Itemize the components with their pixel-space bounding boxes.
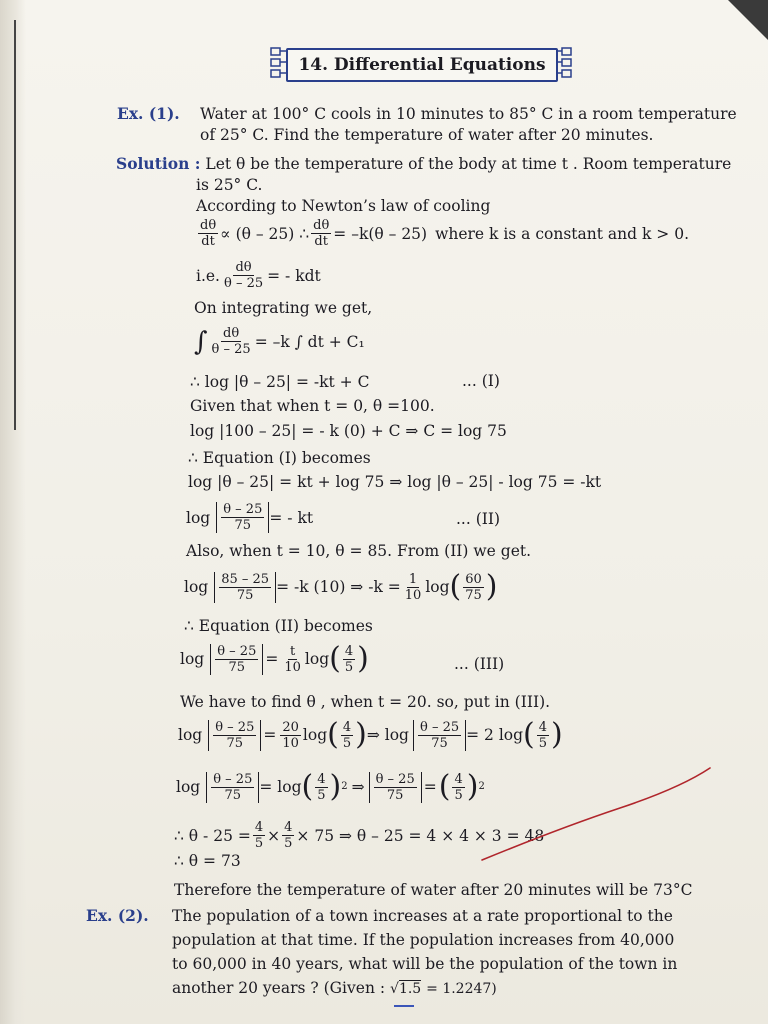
radicand: 1.5 [398,981,422,997]
numerator: dθ [235,260,252,275]
example-1-question-line-1: Water at 100° C cools in 10 minutes to 85° C in a room temperature [200,105,737,123]
denominator: 5 [454,787,463,803]
equation-text: log [186,508,211,527]
fraction [374,772,417,803]
page-edge-line [14,20,16,430]
solution-line-3: According to Newton’s law of cooling [196,197,491,215]
fraction [211,772,254,803]
equation-text: log [304,650,330,668]
fraction [210,326,253,357]
fraction [343,644,355,675]
equation-I-becomes: ∴ Equation (I) becomes [188,449,371,467]
fraction [280,720,301,751]
equation-III-ref: ... (III) [454,655,505,673]
equation-text: ⇒ log [366,726,409,744]
denominator: θ – 25 [223,276,264,291]
fraction [403,572,424,603]
exponent: 2 [341,781,348,792]
numerator: 1 [408,571,418,587]
example-2-question-line-2: population at that time. If the population increases from 40,000 [172,931,675,949]
parenthesised-fraction: ( $\frac{4}{5}$ ) [523,717,563,752]
fraction [282,644,303,675]
denominator: 10 [282,735,299,751]
numerator: dθ [313,218,330,233]
denominator: 75 [226,735,244,751]
exponent: 2 [478,781,485,792]
squared-equation: log $\frac{\theta - 25}{75}$ = log ( $\frac{4}{5}$ ) 2 ⇒ $\frac{\theta - 25}{75}$ = ( $\frac{4}{5}$ ) 2 [176,769,485,804]
substitution-equation: log $\frac{\theta - 25}{75}$ = $\frac{20}{10}$ log ( $\frac{4}{5}$ ) ⇒ log $\frac{\theta - 25}{75}$ = 2 log ( $\frac{4}{5}$ ) [178,717,563,752]
fraction [315,772,327,803]
equation-II-ref: ... (II) [456,510,501,528]
equation-text: log [176,778,201,796]
fraction [221,502,264,533]
chapter-title: 14. Differential Equations [286,48,558,82]
denominator: 75 [236,587,254,603]
denominator: 5 [284,836,293,851]
fraction [537,720,549,751]
numerator: dθ [200,218,217,233]
numerator: 4 [538,719,548,735]
example-2-question-line-4 [172,978,497,999]
parenthesised-fraction: ( $\frac{4}{5}$ ) [301,769,342,804]
question-text: another 20 years ? (Given : [172,979,386,997]
absolute-value [214,572,276,603]
example-2-question-line-3: to 60,000 in 40 years, what will be the population of the town in [172,955,678,973]
example-1-question-line-2: of 25° C. Find the temperature of water after 20 minutes. [200,126,654,144]
fraction [253,820,265,851]
equation-I: ∴ log |θ – 25| = -kt + C [190,373,370,391]
denominator: 75 [228,659,246,675]
denominator: θ – 25 [211,342,251,357]
theta-result: ∴ θ = 73 [174,852,241,870]
parenthesised-fraction: ( $\frac{4}{5}$ ) [438,769,479,804]
integral-equation [194,326,365,357]
denominator: dt [201,234,215,249]
absolute-value [210,644,263,675]
equation-text: = log [259,778,302,796]
equation-text: ∝ (θ – 25) ∴ [220,224,310,243]
absolute-value [216,502,269,533]
numerator: θ – 25 [223,502,263,517]
proportionality-equation [196,218,689,249]
numerator: 4 [454,771,463,787]
fraction [463,572,484,603]
numerator: 20 [282,719,299,735]
find-theta-line: We have to find θ , when t = 20. so, put in (III). [180,693,551,711]
product-equation: ∴ θ - 25 = $\frac{4}{5}$ × $\frac{4}{5}$ × 75 ⇒ θ – 25 = 4 × 4 × 3 = 48 [174,820,545,851]
sqrt-icon: √ [390,981,399,997]
solution-line-2: is 25° C. [196,176,263,194]
equation-II-becomes: ∴ Equation (II) becomes [184,617,373,635]
equation-text: ∴ θ - 25 = [174,826,251,845]
handwritten-pen-mark [470,760,720,870]
equation-text: × 75 ⇒ θ – 25 = 4 × 4 × 3 = 48 [296,826,545,845]
numerator: θ – 25 [217,643,257,659]
equation-text: = 2 log [466,726,524,744]
denominator: 10 [404,587,422,603]
equation-text: log [302,726,328,744]
solution-text-1: Let θ be the temperature of the body at time t . Room temperature [205,155,732,173]
question-text: = 1.2247) [426,981,497,997]
fraction [198,218,218,249]
fraction [341,720,353,751]
equation-text: log [425,578,450,596]
corner-shadow [728,0,768,40]
example-2-label: Ex. (2). [86,906,149,925]
numerator: θ – 25 [375,771,415,787]
solution-line-integrating: On integrating we get, [194,299,373,317]
denominator: 75 [234,518,252,533]
equation-text: log [180,650,205,668]
parenthesised-fraction: ( $\frac{60}{75}$ ) [449,569,498,604]
numerator: 4 [342,719,352,735]
denominator: dt [314,234,328,249]
denominator: 5 [317,787,326,803]
header-ornament-left-icon [268,45,288,81]
absolute-value [206,772,259,803]
equation-text: = - kdt [267,266,321,285]
parenthesised-fraction: ( $\frac{4}{5}$ ) [327,717,367,752]
fraction [213,720,256,751]
denominator: 75 [431,735,448,751]
denominator: 75 [386,787,404,803]
denominator: 75 [465,587,482,603]
chapter-header [268,42,574,84]
numerator: 85 – 25 [221,571,270,587]
equation-text: = - kt [269,508,314,527]
fraction [219,572,271,603]
absolute-value [413,720,466,751]
numerator: dθ [223,326,240,341]
equation-III: log $\frac{\theta - 25}{75}$ = $\frac{t}{10}$ log ( $\frac{4}{5}$ ) [180,641,369,676]
fraction [418,720,461,751]
equation-text: = –k ∫ dt + C₁ [254,332,365,351]
fraction [282,820,294,851]
denominator: 5 [538,735,548,751]
equation-II [186,502,313,533]
equation-text: log [184,578,209,596]
equation-text: = -k (10) ⇒ -k = [276,578,401,596]
separated-equation [196,260,321,291]
fraction [311,218,331,249]
numerator: 60 [465,571,482,587]
equation-text: where k is a constant and k > 0. [435,224,690,243]
numerator: 4 [344,643,354,659]
denominator: 5 [344,659,354,675]
numerator: 4 [284,820,293,835]
solution-conclusion: Therefore the temperature of water after 20 minutes will be 73°C [174,881,693,899]
numerator: θ – 25 [213,771,253,787]
numerator: θ – 25 [215,719,255,735]
absolute-value [208,720,261,751]
equation-text: = –k(θ – 25) [333,224,428,243]
equation-text: ⇒ [351,778,365,796]
example-2-question-line-1: The population of a town increases at a rate proportional to the [172,907,673,925]
numerator: 4 [254,820,264,835]
second-condition: Also, when t = 10, θ = 85. From (II) we get. [186,542,532,560]
parenthesised-fraction: ( $\frac{4}{5}$ ) [329,641,369,676]
k-equation [184,570,498,604]
denominator: 75 [224,787,242,803]
given-condition: Given that when t = 0, θ =100. [190,397,435,415]
binding-shadow [0,0,26,1024]
numerator: t [290,643,296,659]
solution-label: Solution : [116,154,201,173]
fraction [222,260,265,291]
constant-equation: log |100 – 25| = - k (0) + C ⇒ C = log 75 [190,422,507,440]
example-1-label: Ex. (1). [117,104,180,123]
fraction [452,772,464,803]
solution-line-1 [116,154,731,174]
fraction [215,644,258,675]
numerator: θ – 25 [419,719,460,735]
denominator: 10 [284,659,301,675]
pen-tick-mark [392,1000,416,1020]
denominator: 5 [254,836,264,851]
equation-text: i.e. [196,266,220,285]
absolute-value [369,772,422,803]
denominator: 5 [342,735,352,751]
numerator: 4 [317,771,326,787]
equation-text: log [178,726,203,744]
header-ornament-right-icon [554,45,574,81]
integral-icon: ∫ [194,326,208,357]
log-rearranged: log |θ – 25| = kt + log 75 ⇒ log |θ – 25| - log 75 = -kt [188,473,602,491]
equation-I-ref: ... (I) [462,372,500,390]
